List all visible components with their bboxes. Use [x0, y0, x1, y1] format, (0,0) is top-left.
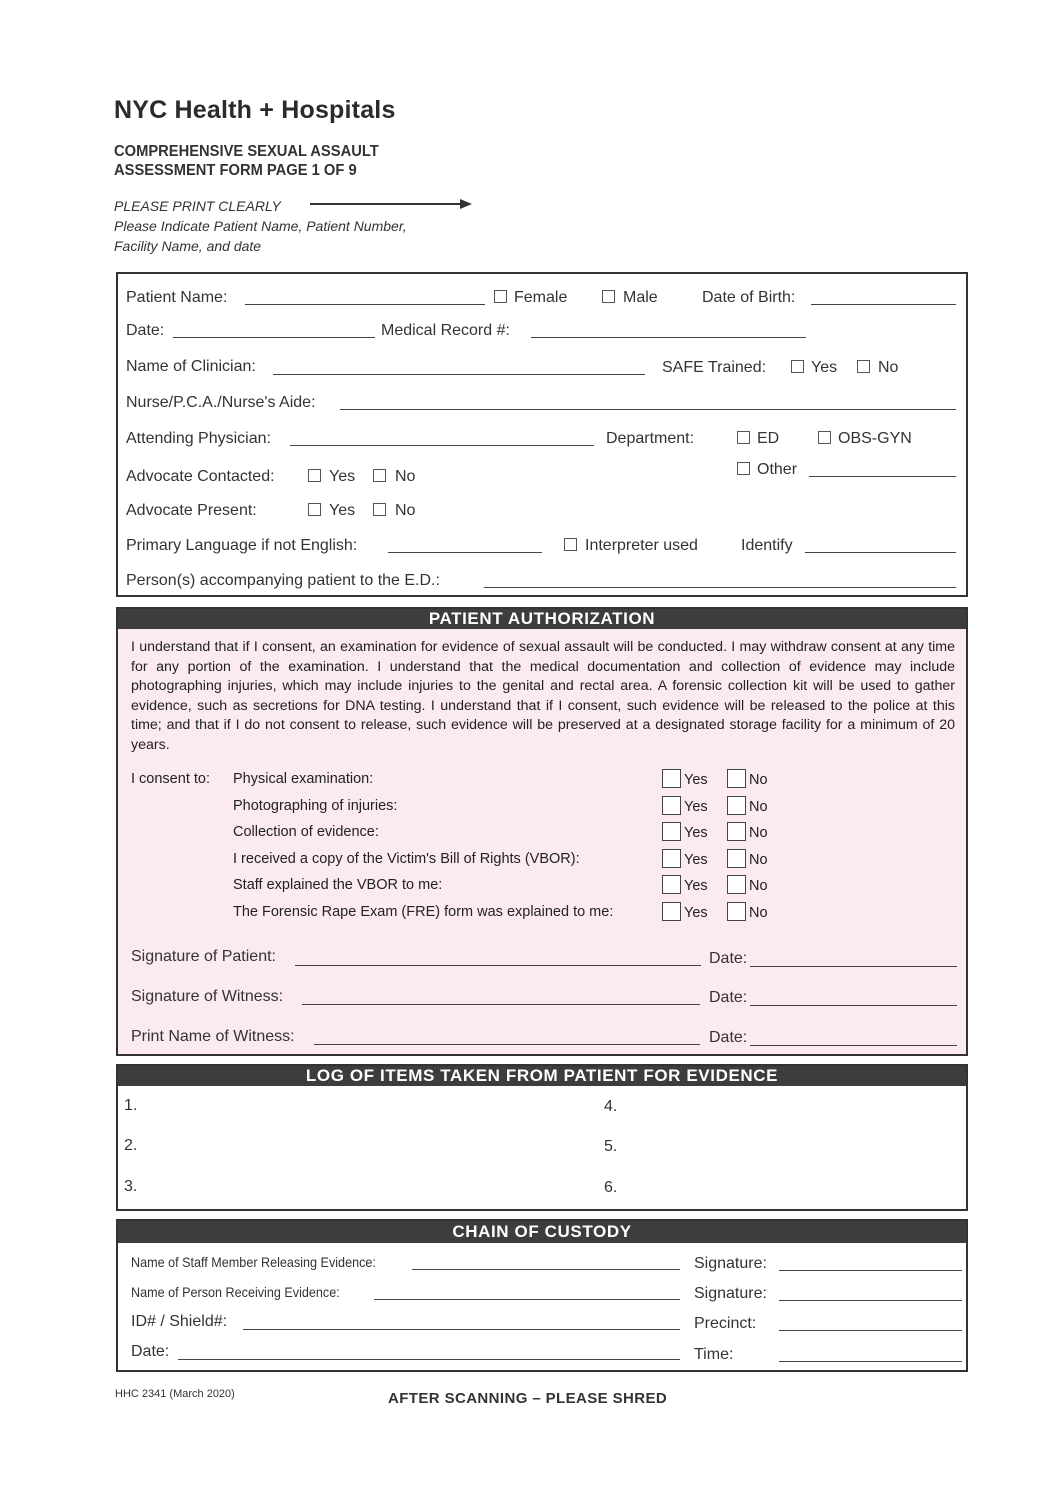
interpreter-checkbox[interactable] [564, 538, 577, 551]
consent-yes-checkbox[interactable] [662, 875, 681, 894]
releasing-signature-field[interactable] [779, 1270, 962, 1271]
evidence-item-number: 6. [604, 1179, 618, 1196]
consent-yes-label: Yes [684, 878, 708, 894]
precinct-field[interactable] [779, 1330, 962, 1331]
print-witness-date-label: Date: [709, 1029, 748, 1046]
consent-yes-label: Yes [684, 825, 708, 841]
form-title [114, 142, 379, 180]
consent-item-label: Collection of evidence: [233, 824, 379, 840]
clinician-field[interactable] [273, 374, 645, 375]
evidence-item-number: 1. [124, 1097, 138, 1114]
dob-field[interactable] [811, 304, 956, 305]
time-field[interactable] [779, 1361, 962, 1362]
advocate-present-no-checkbox[interactable] [373, 503, 386, 516]
mrn-field[interactable] [531, 337, 806, 338]
ed-label: ED [757, 430, 780, 447]
obs-gyn-checkbox[interactable] [818, 431, 831, 444]
instruction-line-1: Please Indicate Patient Name, Patient Number, [114, 218, 407, 234]
other-label: Other [757, 461, 798, 478]
form-code: HHC 2341 (March 2020) [115, 1388, 235, 1400]
consent-to-label: I consent to: [131, 771, 210, 787]
consent-yes-checkbox[interactable] [662, 849, 681, 868]
identify-label: Identify [741, 537, 793, 554]
advocate-present-label: Advocate Present: [126, 502, 257, 519]
accompanying-field[interactable] [484, 587, 956, 588]
print-witness-date-field[interactable] [750, 1045, 957, 1046]
form-title-line-2: ASSESSMENT FORM PAGE 1 OF 9 [114, 162, 357, 179]
patient-name-label: Patient Name: [126, 289, 228, 306]
consent-item-label: Staff explained the VBOR to me: [233, 877, 443, 893]
consent-no-checkbox[interactable] [727, 822, 746, 841]
consent-no-label: No [749, 825, 768, 841]
consent-no-label: No [749, 878, 768, 894]
other-field[interactable] [809, 476, 956, 477]
releasing-field[interactable] [412, 1269, 680, 1270]
consent-yes-label: Yes [684, 852, 708, 868]
releasing-label: Name of Staff Member Releasing Evidence: [131, 1254, 376, 1270]
consent-no-checkbox[interactable] [727, 902, 746, 921]
consent-yes-label: Yes [684, 905, 708, 921]
receiving-signature-field[interactable] [779, 1300, 962, 1301]
advocate-present-yes-checkbox[interactable] [308, 503, 321, 516]
consent-no-label: No [749, 799, 768, 815]
identify-field[interactable] [805, 552, 956, 553]
nurse-field[interactable] [340, 409, 956, 410]
consent-item-label: Physical examination: [233, 771, 374, 787]
other-checkbox[interactable] [737, 462, 750, 475]
consent-yes-checkbox[interactable] [662, 902, 681, 921]
consent-no-label: No [749, 852, 768, 868]
print-witness-label: Print Name of Witness: [131, 1028, 295, 1045]
advocate-present-yes-label: Yes [329, 502, 356, 519]
shred-notice: AFTER SCANNING – PLEASE SHRED [388, 1390, 668, 1407]
sig-witness-label: Signature of Witness: [131, 988, 284, 1005]
advocate-contacted-yes-label: Yes [329, 468, 356, 485]
female-checkbox[interactable] [494, 290, 507, 303]
consent-item-label: Photographing of injuries: [233, 798, 398, 814]
male-label: Male [623, 289, 658, 306]
authorization-heading: PATIENT AUTHORIZATION [116, 607, 968, 629]
id-shield-label: ID# / Shield#: [131, 1313, 228, 1330]
print-clearly: PLEASE PRINT CLEARLY [114, 198, 281, 214]
precinct-label: Precinct: [694, 1315, 757, 1332]
custody-date-label: Date: [131, 1343, 170, 1360]
form-title-line-1: COMPREHENSIVE SEXUAL ASSAULT [114, 143, 379, 160]
advocate-present-no-label: No [395, 502, 416, 519]
attending-label: Attending Physician: [126, 430, 271, 447]
instruction-line-2: Facility Name, and date [114, 238, 262, 254]
consent-yes-label: Yes [684, 772, 708, 788]
evidence-item-number: 3. [124, 1178, 138, 1195]
primary-language-label: Primary Language if not English: [126, 537, 358, 554]
consent-yes-checkbox[interactable] [662, 796, 681, 815]
date-field[interactable] [173, 337, 375, 338]
male-checkbox[interactable] [602, 290, 615, 303]
evidence-log-box [116, 1064, 968, 1211]
safe-trained-label: SAFE Trained: [662, 359, 767, 376]
consent-no-checkbox[interactable] [727, 849, 746, 868]
sig-witness-field[interactable] [302, 1004, 700, 1005]
consent-item-label: I received a copy of the Victim's Bill of Rights (VBOR): [233, 851, 580, 867]
sig-patient-date-field[interactable] [750, 966, 957, 967]
safe-no-checkbox[interactable] [857, 360, 870, 373]
clinician-label: Name of Clinician: [126, 358, 256, 375]
ed-checkbox[interactable] [737, 431, 750, 444]
sig-patient-label: Signature of Patient: [131, 948, 276, 965]
sig-patient-field[interactable] [295, 965, 701, 966]
custody-heading: CHAIN OF CUSTODY [116, 1219, 968, 1243]
consent-no-label: No [749, 772, 768, 788]
print-witness-field[interactable] [314, 1044, 700, 1045]
attending-field[interactable] [290, 445, 594, 446]
instructions [114, 196, 407, 256]
receiving-signature-label: Signature: [694, 1285, 767, 1302]
sig-witness-date-label: Date: [709, 989, 748, 1006]
evidence-log-heading: LOG OF ITEMS TAKEN FROM PATIENT FOR EVIDENCE [116, 1064, 968, 1086]
consent-yes-checkbox[interactable] [662, 769, 681, 788]
org-title: NYC Health + Hospitals [114, 96, 396, 124]
consent-yes-label: Yes [684, 799, 708, 815]
primary-language-field[interactable] [388, 552, 542, 553]
evidence-item-number: 2. [124, 1137, 138, 1154]
evidence-item-number: 4. [604, 1098, 618, 1115]
dob-label: Date of Birth: [702, 289, 796, 306]
advocate-contacted-no-checkbox[interactable] [373, 469, 386, 482]
consent-no-label: No [749, 905, 768, 921]
id-shield-field[interactable] [243, 1329, 680, 1330]
consent-no-checkbox[interactable] [727, 796, 746, 815]
sig-patient-date-label: Date: [709, 950, 748, 967]
nurse-label: Nurse/P.C.A./Nurse's Aide: [126, 394, 316, 411]
date-label: Date: [126, 322, 165, 339]
sig-witness-date-field[interactable] [750, 1005, 957, 1006]
obs-gyn-label: OBS-GYN [838, 430, 912, 447]
consent-yes-checkbox[interactable] [662, 822, 681, 841]
department-label: Department: [606, 430, 695, 447]
consent-no-checkbox[interactable] [727, 769, 746, 788]
female-label: Female [514, 289, 568, 306]
consent-item-label: The Forensic Rape Exam (FRE) form was explained to me: [233, 904, 614, 920]
interpreter-label: Interpreter used [585, 537, 698, 554]
releasing-signature-label: Signature: [694, 1255, 767, 1272]
receiving-field[interactable] [374, 1299, 680, 1300]
mrn-label: Medical Record #: [381, 322, 510, 339]
consent-no-checkbox[interactable] [727, 875, 746, 894]
advocate-contacted-no-label: No [395, 468, 416, 485]
safe-no-label: No [878, 359, 899, 376]
advocate-contacted-label: Advocate Contacted: [126, 468, 275, 485]
receiving-label: Name of Person Receiving Evidence: [131, 1284, 340, 1300]
safe-yes-checkbox[interactable] [791, 360, 804, 373]
custody-date-field[interactable] [178, 1359, 680, 1360]
arrow-right-icon [310, 203, 470, 205]
evidence-item-number: 5. [604, 1138, 618, 1155]
patient-name-field[interactable] [245, 304, 485, 305]
authorization-paragraph: I understand that if I consent, an examination for evidence of sexual assault will be conducted. I may withdraw consent at any time for any portion of the examination. I understand that the medical documentation and collection of evidence may include photographing injuries, which may include injuries to the genital and rectal area. A forensic collection kit will be used to gather evidence, such as secretions for DNA testing. I understand that if I consent, such evidence will be released to the police at this time; and that if I do not consent to release, such evidence will be preserved at a designated storage facility for a minimum of 20 years. [131, 639, 955, 753]
time-label: Time: [694, 1346, 734, 1363]
advocate-contacted-yes-checkbox[interactable] [308, 469, 321, 482]
accompanying-label: Person(s) accompanying patient to the E.D.: [126, 572, 440, 589]
safe-yes-label: Yes [811, 359, 838, 376]
